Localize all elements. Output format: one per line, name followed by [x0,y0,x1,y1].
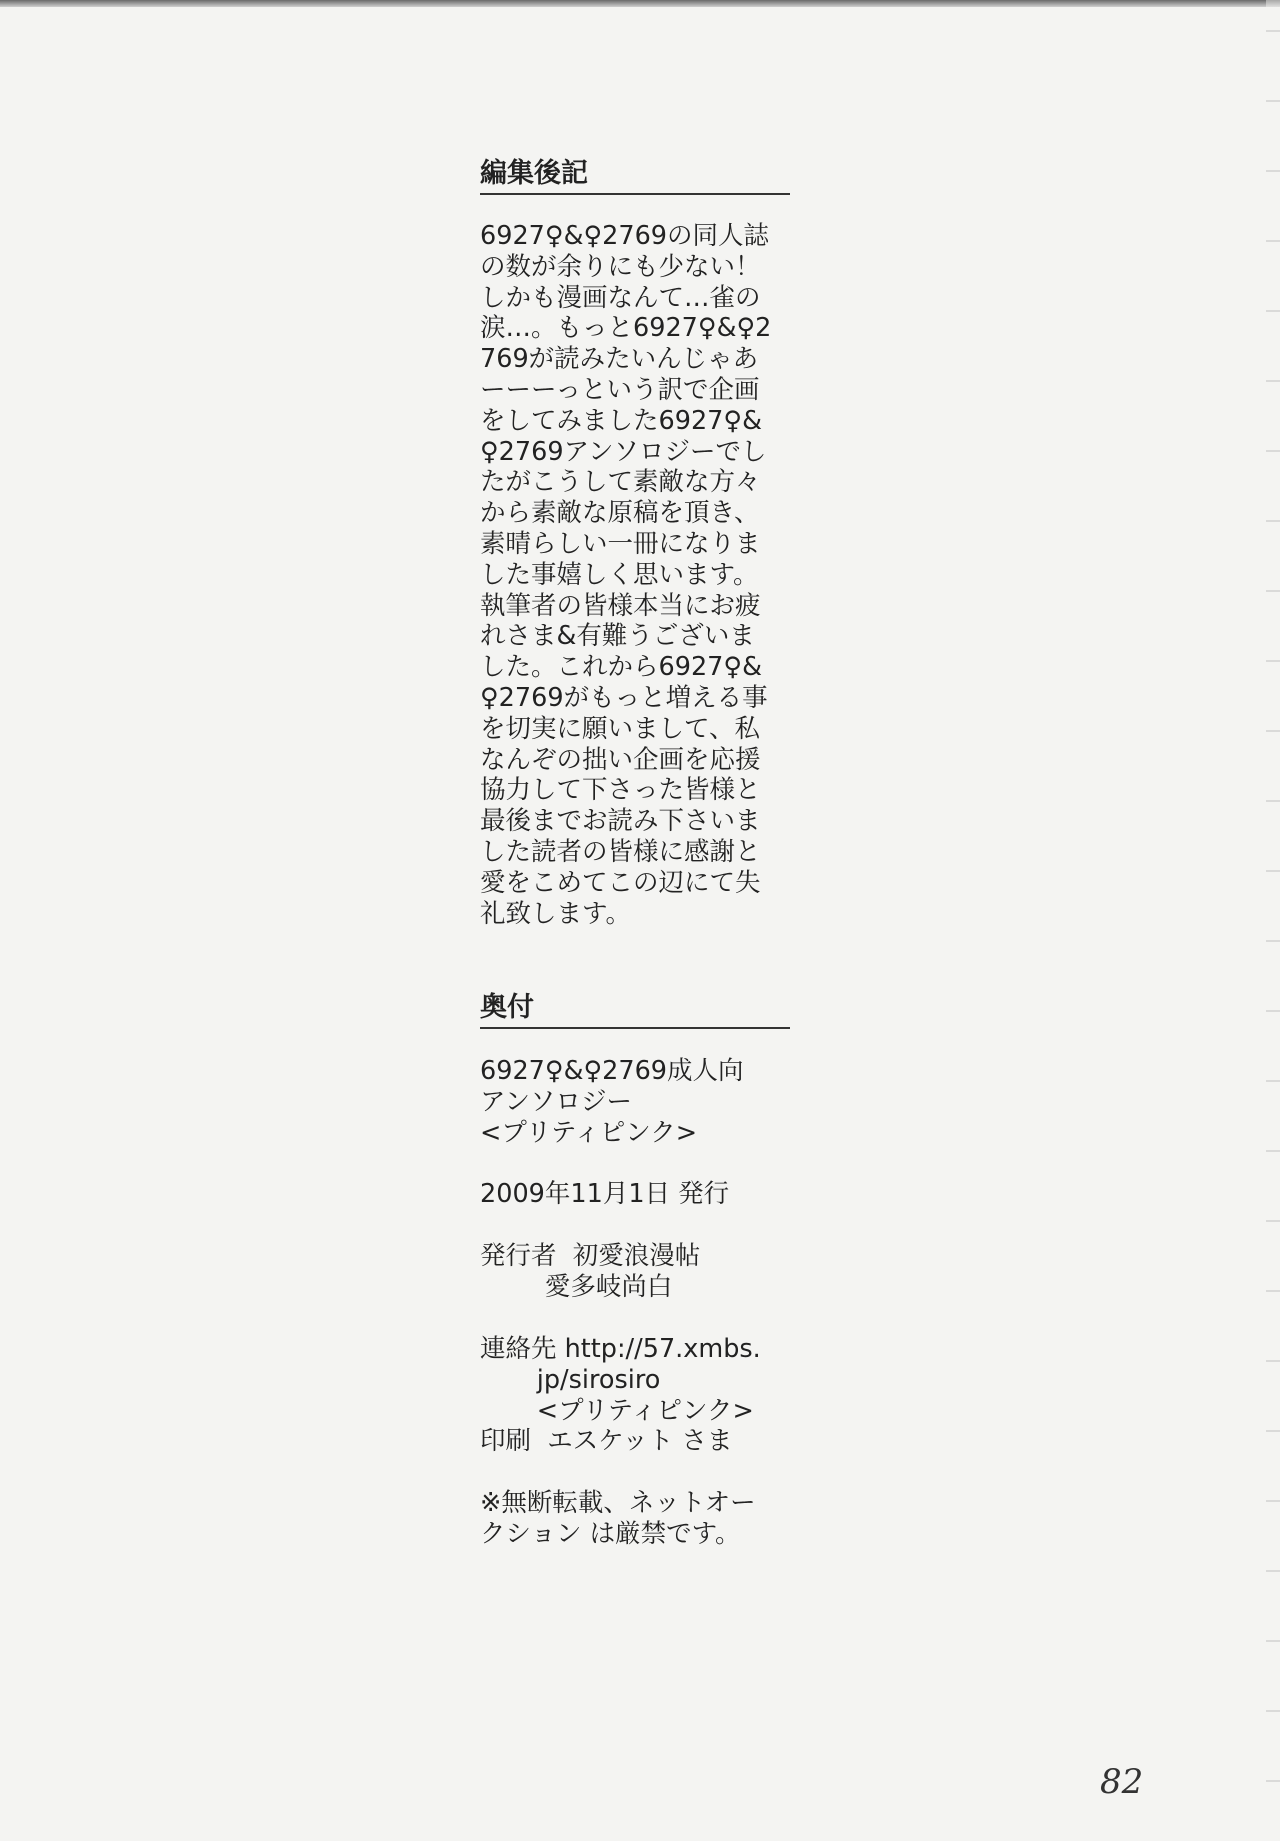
afterword-line: の数が余りにも少ない！ [480,251,761,282]
afterword-line: ♀2769アンソロジーでし [480,436,767,467]
afterword-line: 協力して下さった皆様と [480,775,761,806]
notice-line: クション は厳禁です。 [480,1518,741,1549]
colophon-notice [480,1488,790,1550]
printer-line: 印刷 エスケット さま [480,1426,733,1457]
colophon-title-line: <プリティピンク> [480,1117,698,1148]
afterword-line: 涙…。もっと6927♀&♀2 [480,313,772,344]
afterword-line: をしてみました6927♀& [480,405,762,436]
colophon-publisher [480,1241,790,1303]
afterword-line: なんぞの拙い企画を応援 [480,744,761,775]
colophon-heading: 奥付 [480,991,790,1029]
afterword-line: たがこうして素敵な方々 [480,467,761,498]
colophon-contact [480,1334,810,1457]
afterword-section [480,157,790,195]
contact-line: <プリティピンク> [480,1395,754,1426]
afterword-line: ーーーっという訳で企画 [480,374,760,405]
afterword-line: 最後までお読み下さいま [480,806,761,837]
colophon-title-line: アンソロジー [480,1086,632,1117]
afterword-line: した読者の皆様に感謝と [480,836,761,867]
afterword-body [480,221,790,929]
page-number: 82 [1100,1762,1144,1802]
colophon-section [480,991,790,1029]
page-right-edge [1266,0,1280,1841]
notice-line: ※無断転載、ネットオー [480,1488,756,1518]
afterword-line: 礼致します。 [480,898,631,929]
colophon-title [480,1056,790,1148]
publisher-line: 愛多岐尚白 [480,1271,673,1302]
contact-line: 連絡先 http://57.xmbs. [480,1334,761,1364]
publisher-line: 発行者 初愛浪漫帖 [480,1241,701,1271]
colophon-date [480,1179,790,1210]
afterword-line: 6927♀&♀2769の同人誌 [480,221,770,251]
afterword-line: から素敵な原稿を頂き、 [480,498,760,529]
afterword-line: 素晴らしい一冊になりま [480,528,761,559]
page-top-edge [0,0,1280,7]
afterword-line: した。これから6927♀& [480,652,762,683]
afterword-line: れさま&有難うございま [480,621,755,652]
afterword-line: ♀2769がもっと増える事 [480,682,768,713]
afterword-line: しかも漫画なんて…雀の [480,282,761,313]
afterword-line: 愛をこめてこの辺にて失 [480,867,761,898]
afterword-line: を切実に願いまして、私 [480,713,760,744]
contact-line: jp/sirosiro [480,1364,661,1395]
afterword-heading: 編集後記 [480,157,790,195]
afterword-line: した事嬉しく思います。 [480,559,759,590]
afterword-line: 執筆者の皆様本当にお疲 [480,590,761,621]
colophon-title-line: 6927♀&♀2769成人向 [480,1056,744,1086]
afterword-line: 769が読みたいんじゃあ [480,344,759,375]
publish-date: 2009年11月1日 発行 [480,1179,730,1209]
